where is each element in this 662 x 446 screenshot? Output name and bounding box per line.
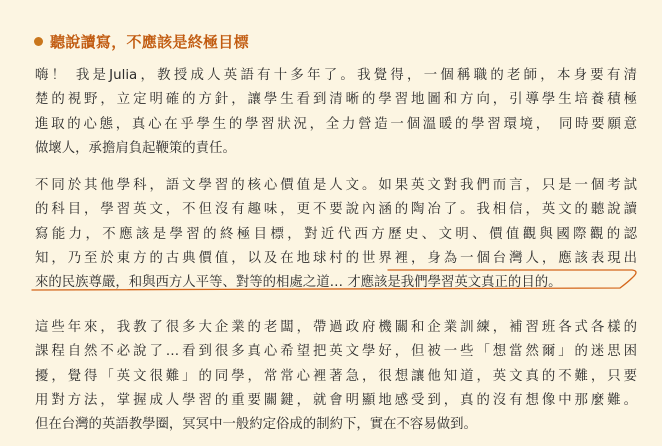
paragraph-experience [35, 316, 637, 437]
bullet-dot-icon [34, 37, 43, 46]
paragraph-line: 的科目，學習英文，不但沒有趣味，更不要說內涵的陶冶了。我相信，英文的聽說讀 [35, 202, 637, 218]
section-title: 聽說讀寫，不應該是終極目標 [50, 32, 249, 51]
section-heading [34, 30, 249, 52]
paragraph-line: 知，乃至於東方的古典價值，以及在地球村的世界裡，身為一個台灣人，應該表現出 [35, 250, 637, 266]
paragraph-line: 楚的視野，立定明確的方針，讓學生看到清晰的學習地圖和方向，引導學生培養積極 [35, 92, 637, 108]
paragraph-line: 不同於其他學科，語文學習的核心價值是人文。如果英文對我們而言，只是一個考試 [35, 178, 637, 193]
paragraph-line: 嗨！ 我是Julia，教授成人英語有十多年了。我覺得，一個稱職的老師，本身要有清 [35, 68, 637, 83]
paragraph-line: 擾，覺得「英文很難」的同學，常常心裡著急，很想讓他知道，英文真的不難，只要 [35, 368, 637, 384]
paragraph-intro [35, 64, 637, 161]
paragraph-line: 來的民族尊嚴，和與西方人平等、對等的相處之道… 才應該是我們學習英文真正的目的。 [35, 275, 562, 291]
paragraph-line: 課程自然不必說了…看到很多真心希望把英文學好，但被一些「想當然爾」的迷思困 [35, 344, 637, 360]
paragraph-line: 進取的心態，真心在乎學生的學習狀況，全力營造一個溫暖的學習環境， 同時要願意 [35, 116, 637, 132]
paragraph-core-value [35, 174, 637, 295]
paragraph-line: 寫能力，不應該是學習的終極目標，對近代西方歷史、文明、價值觀與國際觀的認 [35, 226, 637, 242]
paragraph-line: 用對方法，掌握成人學習的重要關鍵，就會明顯地感受到，真的沒有想像中那麼難。 [35, 392, 637, 408]
paragraph-line: 這些年來，我教了很多大企業的老闆，帶過政府機關和企業訓練，補習班各式各樣的 [35, 320, 637, 335]
paragraph-line: 做壞人，承擔肩負起鞭策的責任。 [35, 140, 236, 156]
paragraph-line: 但在台灣的英語教學圈，冥冥中一般約定俗成的制約下，實在不容易做到。 [35, 417, 477, 433]
